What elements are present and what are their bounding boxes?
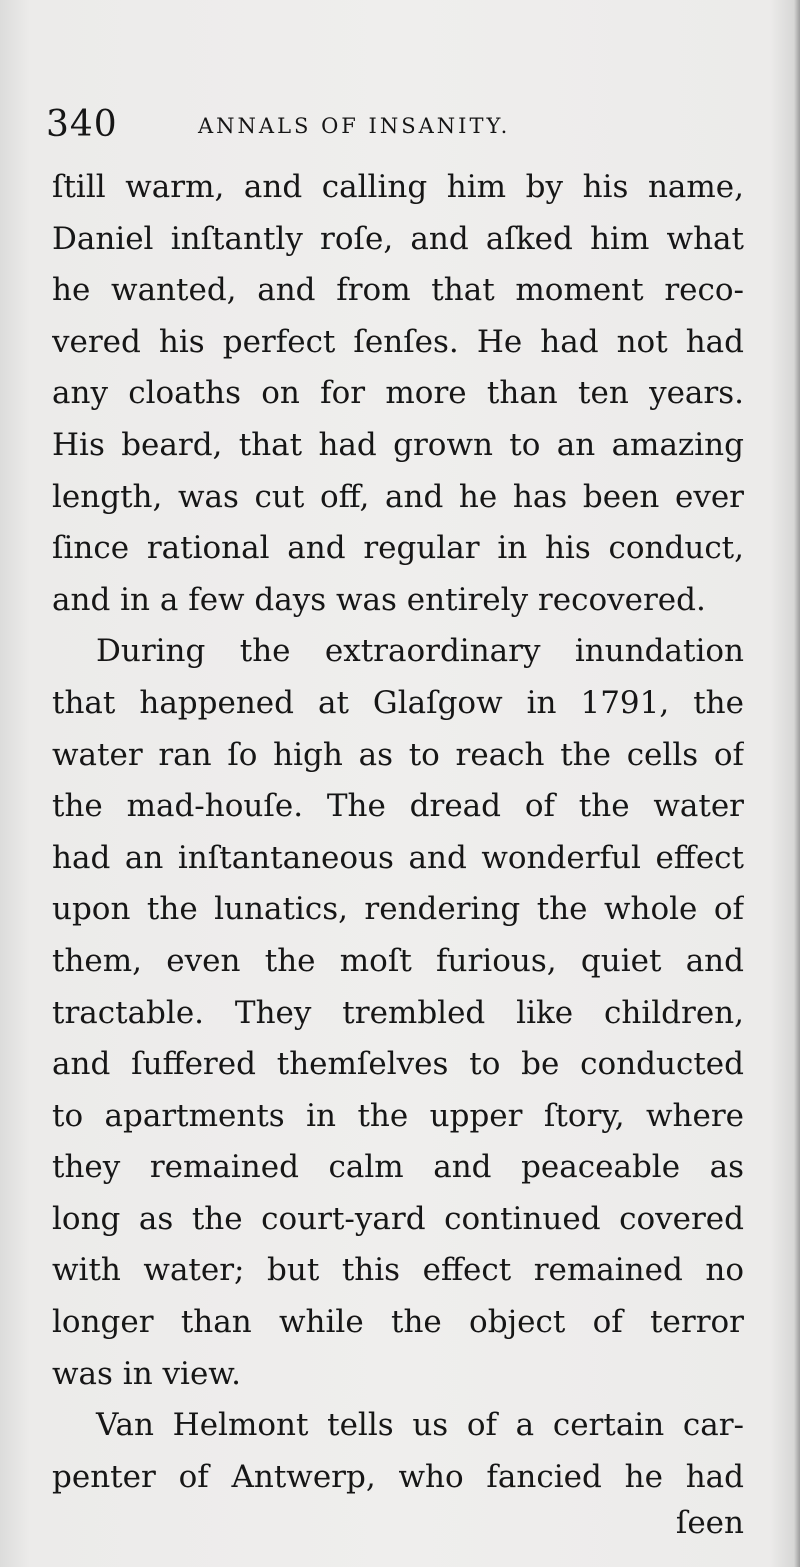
page-header [46,100,746,150]
page-number: 340 [46,104,118,145]
text-line: vered his perfect ſenſes. He had not had [52,323,744,360]
text-line: length, was cut off, and he has been ever [52,478,744,515]
text-line: and ſuffered themſelves to be conducted [52,1046,744,1083]
catchword: ſeen [675,1505,744,1541]
text-line: ſince rational and regular in his conduct, [52,530,744,567]
body-text [52,162,744,1503]
text-line: was in view. [52,1355,241,1392]
text-line: longer than while the object of terror [52,1304,744,1341]
text-line: tractable. They trembled like children, [52,994,744,1031]
text-line: and in a few days was entirely recovered. [52,581,706,618]
text-line: they remained calm and peaceable as [52,1149,744,1186]
text-line: long as the court-yard continued covered [52,1200,744,1237]
text-line: Van Helmont tells us of a certain car- [96,1407,744,1444]
text-line: the mad-houſe. The dread of the water [52,788,744,825]
text-line: them, even the moſt furious, quiet and [52,942,744,979]
text-line: with water; but this effect remained no [52,1252,744,1289]
running-head: ANNALS OF INSANITY. [198,114,511,138]
text-line: His beard, that had grown to an amazing [52,426,744,463]
page-edge-shadow [794,0,800,1567]
text-line: to apartments in the upper ſtory, where [52,1097,744,1134]
text-line: During the extraordinary inundation [96,633,744,670]
text-line: he wanted, and from that moment reco- [52,272,744,309]
text-line: Daniel inſtantly roſe, and aſked him what [52,220,744,257]
text-line: had an inſtantaneous and wonderful effect [52,839,744,876]
paragraph [52,626,744,1400]
text-line: any cloaths on for more than ten years. [52,375,744,412]
text-line: water ran ſo high as to reach the cells of [52,736,744,773]
paragraph [52,162,744,626]
text-line: penter of Antwerp, who fancied he had [52,1458,744,1495]
paragraph [52,1400,744,1503]
text-line: ſtill warm, and calling him by his name, [52,169,744,205]
text-line: that happened at Glaſgow in 1791, the [52,684,744,721]
text-line: upon the lunatics, rendering the whole of [52,891,744,928]
